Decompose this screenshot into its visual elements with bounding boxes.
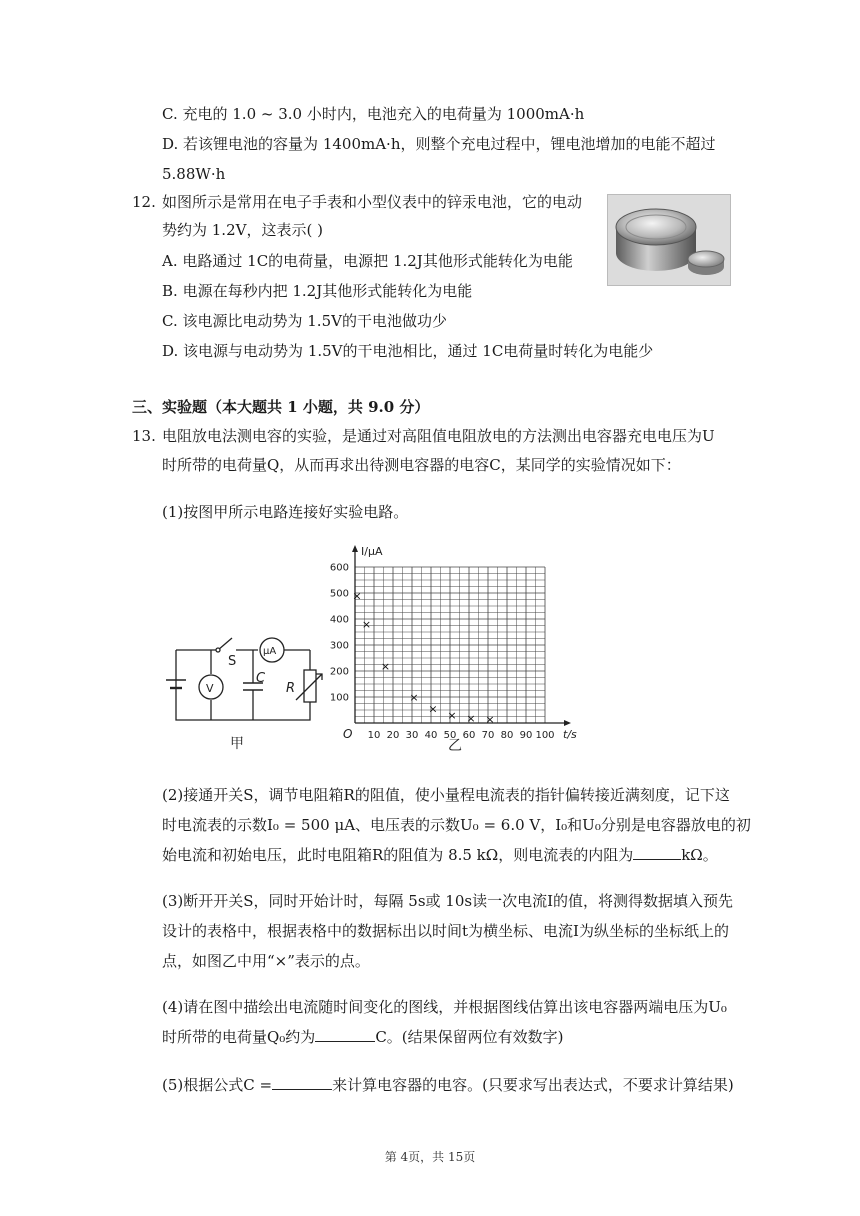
- data-point-marker: ×: [485, 713, 495, 727]
- q13-number: 13.: [132, 427, 156, 445]
- y-tick-label: 200: [329, 666, 349, 678]
- answer-blank-formula[interactable]: [272, 1075, 332, 1090]
- q11-option-d-cont: 5.88W·h: [162, 165, 226, 183]
- q13-step-3-line-3: 点，如图乙中用“×”表示的点。: [162, 952, 370, 970]
- graph-grid: [355, 567, 545, 723]
- x-tick-label: 60: [462, 730, 476, 741]
- q11-option-d: D. 若该锂电池的容量为 1400mA·h，则整个充电过程中，锂电池增加的电能不超过: [162, 135, 716, 153]
- experiment-figure: [0, 540, 860, 770]
- q12-option-b: B. 电源在每秒内把 1.2J其他形式能转化为电能: [162, 282, 473, 300]
- y-axis-arrow: [352, 545, 358, 552]
- q13-step-3-line-1: (3)断开开关S，同时开始计时，每隔 5s或 10s读一次电流I的值，将测得数据填入预先: [162, 892, 734, 910]
- q13-stem-1: 电阻放电法测电容的实验，是通过对高阻值电阻放电的方法测出电容器充电电压为U: [162, 427, 715, 445]
- data-point-marker: ×: [409, 691, 419, 704]
- y-tick-label: 600: [329, 562, 349, 574]
- data-point-marker: ×: [447, 709, 457, 723]
- switch-label: S: [228, 654, 237, 669]
- data-point-marker: ×: [466, 711, 476, 725]
- graph-caption: 乙: [448, 738, 462, 754]
- voltmeter-label: V: [206, 682, 214, 695]
- microammeter-label: μA: [263, 646, 277, 657]
- battery-illustration: [608, 195, 730, 285]
- q12-option-d: D. 该电源与电动势为 1.5V的干电池相比，通过 1C电荷量时转化为电能少: [162, 342, 654, 360]
- answer-blank-charge[interactable]: [315, 1027, 375, 1042]
- q11-option-c: C. 充电的 1.0 ~ 3.0 小时内，电池充入的电荷量为 1000mA·h: [162, 105, 585, 123]
- q13-step-2-line-3: 始电流和初始电压，此时电阻箱R的阻值为 8.5 kΩ，则电流表的内阻为 kΩ。: [162, 846, 718, 864]
- x-tick-label: 90: [519, 730, 533, 741]
- q13-step-2-line-1: (2)接通开关S，调节电阻箱R的阻值，使小量程电流表的指针偏转接近满刻度，记下这: [162, 786, 730, 804]
- y-tick-label: 500: [329, 588, 349, 600]
- q12-stem-1: 如图所示是常用在电子手表和小型仪表中的锌汞电池，它的电动: [162, 193, 583, 211]
- x-tick-label: 100: [535, 730, 555, 741]
- x-tick-label: 10: [367, 730, 381, 741]
- switch-lever: [218, 638, 232, 650]
- x-tick-label: 30: [405, 730, 419, 741]
- q12-option-a: A. 电路通过 1C的电荷量，电源把 1.2J其他形式能转化为电能: [162, 252, 573, 270]
- y-tick-label: 100: [329, 692, 349, 704]
- resistor-label: R: [286, 681, 296, 696]
- answer-blank-resistance[interactable]: [633, 845, 681, 860]
- x-tick-label: 20: [386, 730, 400, 741]
- data-point-marker: ×: [352, 589, 362, 603]
- y-tick-label: 400: [329, 614, 349, 626]
- x-axis-label: t/s: [563, 728, 577, 741]
- current-time-graph: [330, 545, 577, 741]
- zinc-mercury-battery-photo: [607, 194, 731, 286]
- q12-stem-2: 势约为 1.2V，这表示( ): [162, 221, 323, 239]
- capacitor-label: C: [256, 671, 266, 686]
- x-axis-arrow: [564, 720, 571, 726]
- q13-stem-2: 时所带的电荷量Q，从而再求出待测电容器的电容C，某同学的实验情况如下：: [162, 456, 681, 474]
- switch-contact: [216, 648, 220, 652]
- graph-axes: [352, 545, 571, 726]
- x-tick-label: 50: [443, 730, 457, 741]
- q13-step-2-line-2: 时电流表的示数I₀ = 500 μA、电压表的示数U₀ = 6.0 V，I₀和U₀分别是电容器放电的初: [162, 816, 751, 834]
- q13-step-1: (1)按图甲所示电路连接好实验电路。: [162, 503, 409, 521]
- q13-step-4-line-1: (4)请在图中描绘出电流随时间变化的图线，并根据图线估算出该电容器两端电压为U₀: [162, 998, 727, 1016]
- y-axis-label: I/μA: [361, 545, 383, 558]
- section-title: 三、实验题（本大题共 1 小题，共 9.0 分）: [132, 398, 430, 416]
- q13-step-3-line-2: 设计的表格中，根据表格中的数据标出以时间t为横坐标、电流I为纵坐标的坐标纸上的: [162, 922, 729, 940]
- origin-label: O: [343, 727, 353, 741]
- x-tick-label: 70: [481, 730, 495, 741]
- x-tick-label: 40: [424, 730, 438, 741]
- data-point-marker: ×: [428, 702, 438, 716]
- q12-number: 12.: [132, 193, 156, 211]
- q13-step-4-line-2: 时所带的电荷量Q₀约为 C。(结果保留两位有效数字): [162, 1028, 564, 1046]
- y-tick-label: 300: [329, 640, 349, 652]
- q12-option-c: C. 该电源比电动势为 1.5V的干电池做功少: [162, 312, 447, 330]
- circuit-caption: 甲: [230, 736, 244, 752]
- data-point-marker: ×: [361, 618, 372, 632]
- q13-step-5: (5)根据公式C = 来计算电容器的电容。(只要求写出表达式，不要求计算结果): [162, 1076, 734, 1094]
- page-footer: 第 4页，共 15页: [384, 1150, 476, 1164]
- circuit-diagram: [166, 638, 322, 720]
- x-tick-label: 80: [500, 730, 514, 741]
- data-point-marker: ×: [380, 659, 391, 673]
